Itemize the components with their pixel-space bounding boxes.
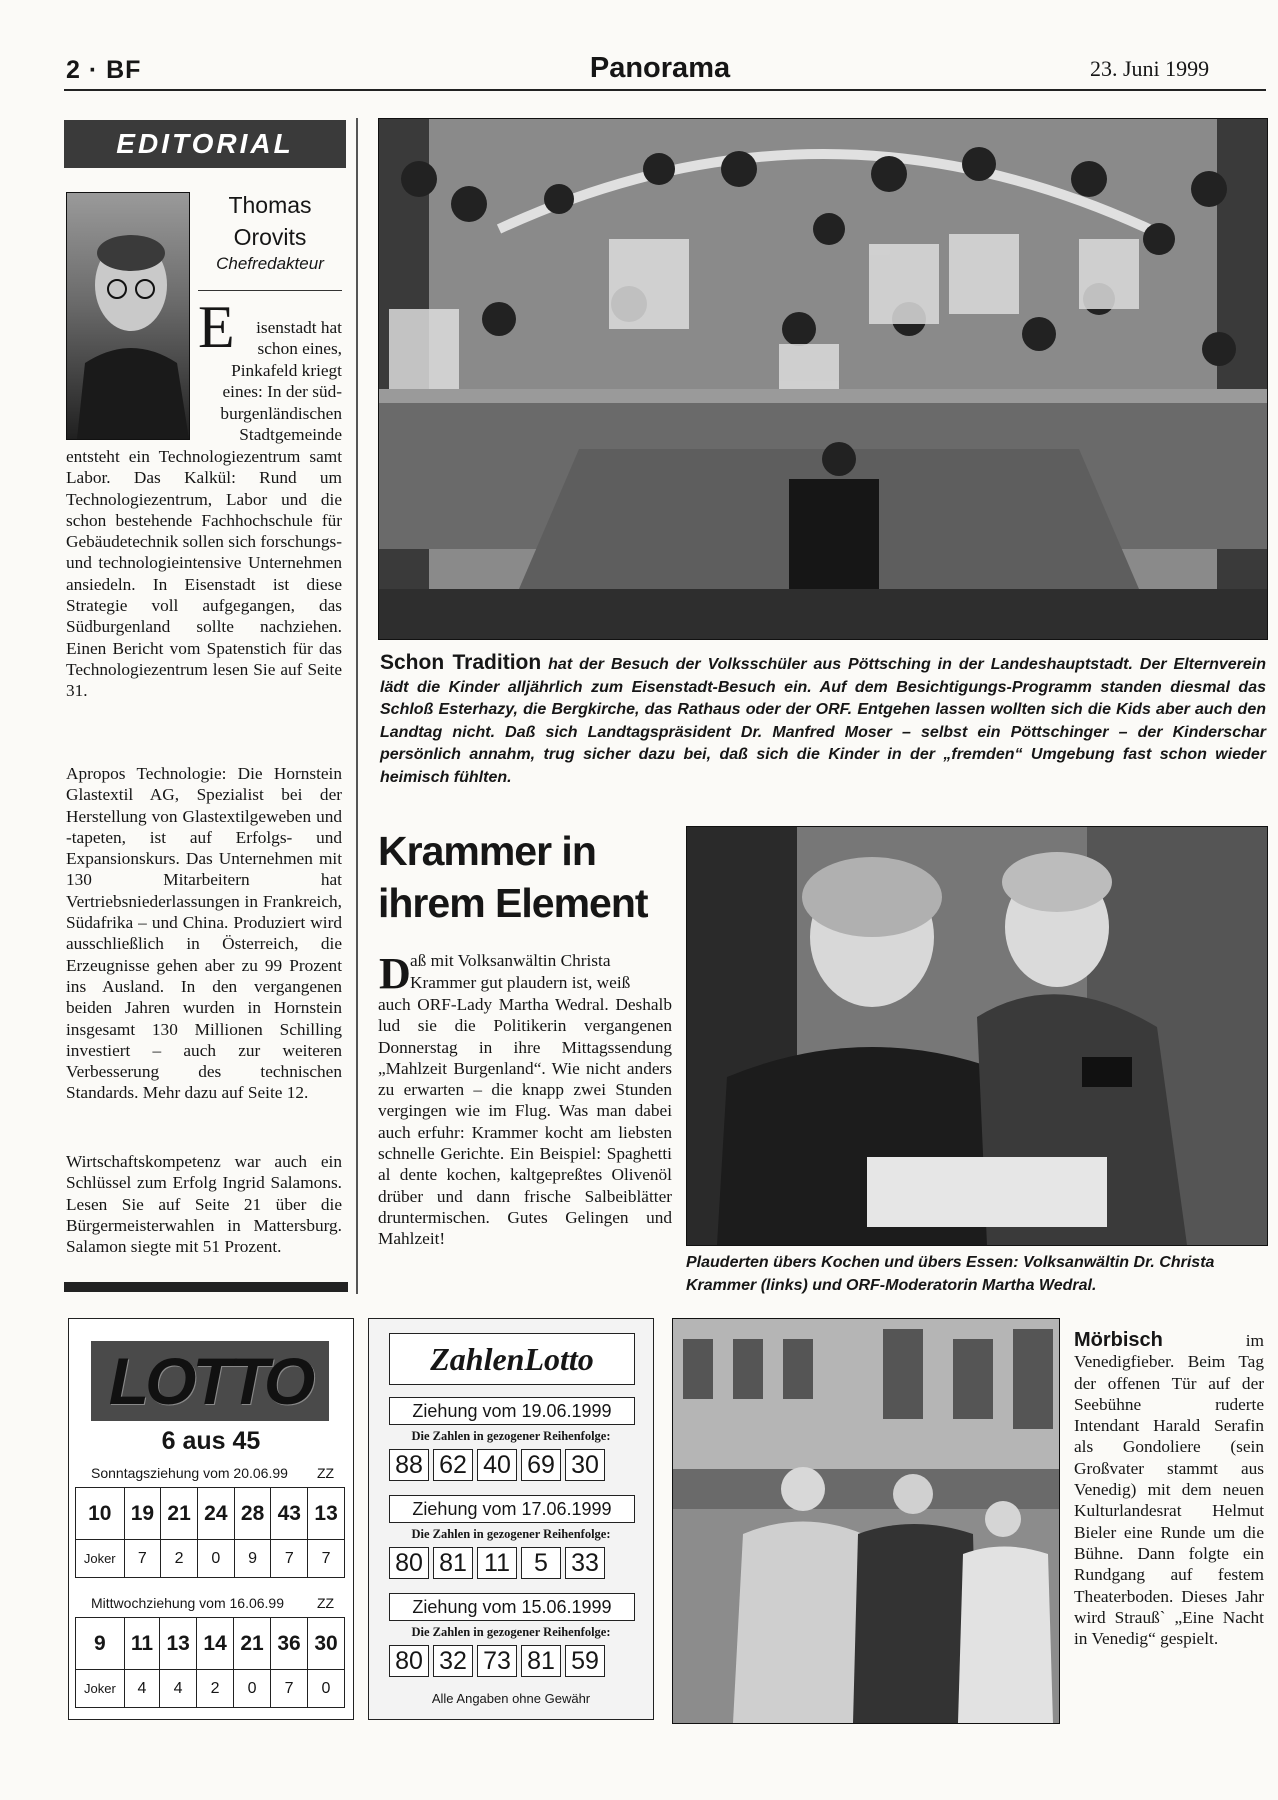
draw-sub-1: Die Zahlen in gezogener Reihenfolge: [411, 1429, 611, 1443]
landtag-group-photo [378, 118, 1268, 640]
zahlenlotto-number: 73 [477, 1645, 517, 1677]
krammer-body: auch ORF-Lady Martha Wedral. Deshalb lud sie die Politikerin vergangenen Donnerstag in ihre Mittagssendung „Mahlzeit Burgenland“. Wie nicht anders zu erwarten – die knapp zwei Stunden vergingen wie im Flug. Was man dabei auch erfuhr: Krammer kocht am liebsten schnelle Gerichte. Ein Beispiel: Spaghetti al dente kochen, kaltgepreßtes Olivenöl drüber und dann frische Salbeiblätter druntermischen. Gutes Gelingen und Mahlzeit! [378, 995, 672, 1249]
krammer-caption: Plauderten übers Kochen und übers Essen: Volksanwältin Dr. Christa Krammer (links) und ORF-Moderatorin Martha Wedral. [686, 1254, 1215, 1294]
lotto-number: 43 [271, 1488, 308, 1540]
zahlenlotto-logo [389, 1333, 635, 1385]
lotto-zusatzzahl: 13 [308, 1488, 345, 1540]
sunday-numbers-table [75, 1487, 345, 1578]
joker-digit: 4 [124, 1670, 159, 1708]
lotto-number: 14 [197, 1618, 234, 1670]
tradition-text: hat der Besuch der Volksschüler aus Pöttsching in der Landeshauptstadt. Der Elternverein lädt die Kinder alljährlich zum Eisenstadt-Besuch ein. Auf dem Besichtigungs-Programm standen diesmal das Schloß Esterhazy, die Bergkirche, das Rathaus oder der ORF. Entgehen lassen wollten sich die Kids aber auch den Landtag nicht. Daß sich Landtagspräsident Dr. Manfred Moser – selbst ein Pöttschinger – der Kinderschar persönlich annahm, trug sicher dazu bei, daß sich die Kinder in der „fremden“ Umgebung fast schon wieder heimisch fühlten. [380, 656, 1267, 786]
lotto-number: 21 [161, 1488, 198, 1540]
sunday-joker-row [76, 1540, 345, 1578]
lotto-number: 36 [271, 1618, 308, 1670]
moerbisch-body: im Venedigfieber. Beim Tag der offenen Tür auf der Seebühne ruderte Intendant Harald Serafin als Gondoliere (sein Großvater stammt aus Venedig) mit dem neuen Kulturlandesrat Helmut Bieler eine Runde um die Bühne. Dann folgte ein Rundgang auf festem Theaterboden. Dieses Jahr wird Strauß` „Eine Nacht in Venedig“ gespielt. [1074, 1331, 1264, 1649]
header-rule [64, 89, 1266, 91]
editorial-paragraph-3: Wirtschaftskompetenz war auch ein Schlüssel zum Erfolg Ingrid Salamons. Lesen Sie auf Seite 21 über die Bürgermeisterwahlen in Mattersburg. Salamon siegte mit 51 Prozent. [66, 1152, 342, 1257]
joker-digit: 7 [124, 1540, 161, 1578]
joker-digit: 0 [308, 1670, 345, 1708]
author-portrait [66, 192, 190, 440]
zahlenlotto-number: 5 [521, 1547, 561, 1579]
zahlenlotto-number: 11 [477, 1547, 517, 1579]
lotto-number: 28 [234, 1488, 271, 1540]
krammer-headline-line-1: Krammer in [378, 828, 596, 874]
krammer-headline-line-2: ihrem Element [378, 880, 648, 926]
moerbisch-text [1074, 1330, 1264, 1649]
editorial-paragraph-1-head [232, 317, 342, 360]
lotto-subtitle: 6 aus 45 [161, 1427, 261, 1455]
lotto-number: 24 [197, 1488, 234, 1540]
joker-digit: 2 [161, 1540, 198, 1578]
zahlenlotto-logo-a: Zahlen [430, 1341, 525, 1377]
joker-digit: 0 [197, 1540, 234, 1578]
landtag-photo-scene [379, 119, 1267, 639]
draw-sub-3: Die Zahlen in gezogener Reihenfolge: [411, 1625, 611, 1639]
zahlenlotto-number: 32 [433, 1645, 473, 1677]
editorial-line: Pinkafeld kriegt [231, 361, 342, 380]
lotto-logo-panel [91, 1341, 329, 1421]
krammer-line-2: Krammer gut plaudern ist, weiß [410, 973, 631, 992]
page-label: 2 · BF [66, 56, 142, 84]
lotto-number: 13 [160, 1618, 197, 1670]
lotto-zusatzzahl: 30 [308, 1618, 345, 1670]
author-first-name: Thomas [228, 192, 312, 218]
moerbisch-lead: Mörbisch [1074, 1329, 1163, 1351]
sunday-zz-label: ZZ [317, 1465, 335, 1481]
lotto-number: 11 [124, 1618, 159, 1670]
author-divider [198, 290, 342, 291]
krammer-photo-scene [687, 827, 1267, 1245]
tradition-lead: Schon Tradition [380, 651, 542, 674]
editorial-line: schon eines, [257, 339, 342, 359]
draw-label-1: Ziehung vom 19.06.1999 [389, 1397, 635, 1425]
editorial-banner-text: EDITORIAL [116, 128, 294, 159]
lotto-number: 19 [124, 1488, 161, 1540]
joker-label: Joker [76, 1670, 125, 1708]
wednesday-zz-label: ZZ [317, 1595, 335, 1611]
draw-sub-2: Die Zahlen in gezogener Reihenfolge: [411, 1527, 611, 1541]
moerbisch-photo [672, 1318, 1060, 1724]
author-role: Chefredakteur [216, 254, 324, 273]
lotto-number: 10 [76, 1488, 125, 1540]
draw-numbers-2 [389, 1547, 605, 1579]
editorial-paragraph-2: Apropos Technologie: Die Hornstein Glastextil AG, Spezialist bei der Herstellung von Glastextilgeweben und -tapeten, ist auf Erfolgs- und Expansionskurs. Das Unternehmen mit 130 Mitarbeitern hat Vertriebsniederlassungen in Frankreich, Südafrika – und China. Produziert wird ausschließlich in Österreich, die Erzeugnisse gehen aber zu 99 Prozent ins Ausland. In den vergangenen beiden Jahren wurden in Hornstein insgesamt 130 Millionen Schilling investiert – auch zur weiteren Verbesserung des technischen Standards. Mehr dazu auf Seite 12. [66, 764, 342, 1103]
editorial-banner [64, 120, 346, 168]
moerbisch-photo-scene [673, 1319, 1059, 1723]
wednesday-draw-label: Mittwochziehung vom 16.06.99 [91, 1595, 284, 1611]
joker-digit: 4 [160, 1670, 197, 1708]
tradition-caption [380, 652, 1266, 790]
zahlenlotto-logo-b: Lotto [524, 1341, 594, 1377]
lotto-number: 9 [76, 1618, 125, 1670]
zahlenlotto-number: 81 [433, 1547, 473, 1579]
lotto-logo: LOTTO [108, 1344, 312, 1418]
wednesday-numbers-table [75, 1617, 345, 1708]
author-last-name: Orovits [233, 224, 307, 250]
wednesday-numbers-row [76, 1618, 345, 1670]
section-title: Panorama [589, 52, 731, 84]
zahlenlotto-number: 88 [389, 1449, 429, 1481]
joker-digit: 9 [234, 1540, 271, 1578]
zahlenlotto-number: 62 [433, 1449, 473, 1481]
zahlenlotto-number: 69 [521, 1449, 561, 1481]
editorial-paragraph-1: entsteht ein Technologiezentrum samt Labor. Das Kalkül: Rund um Technologiezentrum, Labor und die schon bestehende Fachhochschule für Gebäudetechnik sollen sich forschungs- und technologieintensive Unternehmen ansiedeln. In Eisenstadt ist diese Strategie voll aufgegangen, das Südburgenland sollte nachziehen. Einen Bericht vom Spatenstich für das Technologiezentrum lesen Sie auf Seite 31. [66, 447, 342, 701]
portrait-figure [67, 193, 189, 439]
zahlenlotto-box [368, 1318, 654, 1720]
zahlenlotto-number: 30 [565, 1449, 605, 1481]
editorial-line: isenstadt hat [256, 318, 342, 337]
zahlenlotto-number: 81 [521, 1645, 561, 1677]
editorial-dropcap: E [198, 294, 235, 360]
lotto-number: 21 [234, 1618, 271, 1670]
editorial-line: burgenländischen [220, 403, 342, 423]
zahlenlotto-number: 40 [477, 1449, 517, 1481]
joker-digit: 7 [308, 1540, 345, 1578]
editorial-line: eines: In der süd- [222, 382, 342, 402]
editorial-bottom-rule [64, 1282, 348, 1292]
draw-label-2: Ziehung vom 17.06.1999 [389, 1495, 635, 1523]
sunday-numbers-row [76, 1488, 345, 1540]
editorial-line: Stadtgemeinde [239, 424, 342, 444]
zahlenlotto-number: 80 [389, 1547, 429, 1579]
krammer-radio-photo [686, 826, 1268, 1246]
draw-label-3: Ziehung vom 15.06.1999 [389, 1593, 635, 1621]
zahlenlotto-number: 33 [565, 1547, 605, 1579]
joker-label: Joker [76, 1540, 125, 1578]
wednesday-joker-row [76, 1670, 345, 1708]
joker-digit: 2 [197, 1670, 234, 1708]
joker-digit: 7 [271, 1670, 308, 1708]
draw-numbers-3 [389, 1645, 605, 1677]
zahlenlotto-footer: Alle Angaben ohne Gewähr [431, 1691, 591, 1706]
zahlenlotto-number: 80 [389, 1645, 429, 1677]
krammer-dropcap: D [379, 949, 411, 998]
joker-digit: 0 [234, 1670, 271, 1708]
draw-numbers-1 [389, 1449, 605, 1481]
sunday-draw-label: Sonntagsziehung vom 20.06.99 [91, 1465, 288, 1481]
lotto-box [68, 1318, 354, 1720]
zahlenlotto-number: 59 [565, 1645, 605, 1677]
issue-date: 23. Juni 1999 [1090, 56, 1210, 81]
editorial-paragraph-1-side [198, 360, 342, 445]
krammer-headline [378, 825, 678, 929]
column-rule [356, 118, 358, 1294]
joker-digit: 7 [271, 1540, 308, 1578]
krammer-line-1: aß mit Volksanwältin Christa [410, 951, 611, 970]
